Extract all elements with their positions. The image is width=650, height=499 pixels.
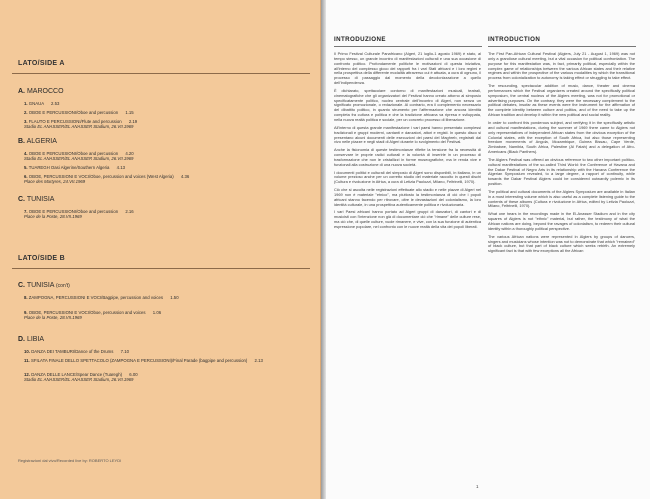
track-item: 10. DANZA DEI TAMBURI/Dance of the Drums 7.10 [24, 349, 129, 354]
recording-credit: Registrazioni dal vivo/Recorded live by: ROBERTO LEYDI [18, 458, 122, 463]
paragraph: È dichiarato, spettacolare contorno di manifestazioni musicali, teatrali, cinematografiche che gli organizzatori del Festival hanno creato attorno al simposio specificatamente politico, nucleo centrale dell'incontro di Algeri, non senza un significato promozionale, o redazionale. Al contrario, era il complemento necessario del dibattito politico, in quanto strumento per l'affermazione che ancora identità completa fra cultura e politica e che la tradizione africana va ripresa e sviluppata, nella nuova realtà politica e sociale, per un concreto processo di liberazione. [334, 87, 481, 122]
paragraph: All'interno di questa grande manifestazione i vari paesi hanno presentato complessi tradizionali e gruppi moderni, cantanti e danzatori, attori e registi. In questo disco si presentano alcuni documenti delle esecuzioni dei paesi del Maghreb, registrati dal vivo nelle piazze e negli stadi di Algeri durante lo svolgimento del Festival. [334, 124, 481, 145]
paragraph: The Algiers Festival was offered an obvious reference to two other important politico-cultural manifestations of the so-called Third World: the Conference of Havana and the Dakar Festival of Negro Arts in its relationship with the Havana Conference the Algerian Symposium revealed, to a large degree, a rapport of continuity, while towards the Dakar Festival Algiers could be considered outwardly polemic in its position. [488, 156, 635, 187]
divider [12, 73, 310, 74]
english-heading: INTRODUCTION [488, 36, 541, 43]
paragraph: Anche la fisionomia di queste testimonianze riflette la tensione fra la necessità di conservare le proprie radici culturali e la volontà di inserirle in un processo di trasformazione che non le cristallizzi in forme museografiche, ma le renda vive e funzionali alla costruzione di una nuova società. [334, 147, 481, 167]
group-heading: B. ALGERIA [18, 138, 57, 145]
italian-heading: INTRODUZIONE [334, 36, 386, 43]
divider [12, 268, 310, 269]
paragraph: Ciò che si ascolta nelle registrazioni effettuate allo stadio e nelle piazze di Algeri nel 1969 non è materiale "etnico", ma piuttosto la testimonianza di ciò che i popoli africani stanno facendo per ritrovare, oltre le devastazioni del colonialismo, la loro identità culturale, in una prospettiva autenticamente politica e rivoluzionaria. [334, 187, 481, 207]
track-item: 6. OBOE, PERCUSSIONI E VOCI/Oboe, percussion and voices (West Algeria) 4.36 Place des Martyres, 24.VII.1969 [24, 174, 190, 185]
track-item: 5. TUAREGH Oasi Algerine/Southern Algeria 4.13 [24, 165, 126, 170]
track-item: 11. SFILATA FINALE DELLO SPETTACOLO (ZAMPOGNA E PERCUSSIONI)/Final Parade (bagpipe and percussion) 2.13 [24, 358, 263, 363]
track-item: 12. DANZA DELLE LANCE/Spear Dance (Tuaregh) 6.00 Stadio EL ANASSER/EL ANASSER Stadium, 26.VII.1969 [24, 372, 138, 383]
track-item: 3. FLAUTO E PERCUSSIONI/Flute and percussion 2.19 Stadio EL ANASSER/EL ANASSER Stadium, 26.VII.1969 [24, 119, 138, 130]
italian-text-column [334, 52, 481, 233]
track-item: 7. OBOE E PERCUSSIONI/Oboe and percussion 2.16 Place de la Poste, 28.VII.1969 [24, 209, 134, 220]
track-item: 2. OBOE E PERCUSSIONI/Oboe and percussion 1.15 [24, 110, 134, 115]
group-heading: D. LIBIA [18, 336, 45, 343]
track-item: 8. ZAMPOGNA, PERCUSSIONI E VOCI/Bagpipe, percussion and voices 1.50 [24, 295, 179, 300]
side-b-title: LATO/SIDE B [18, 255, 65, 262]
paragraph: In order to confront this ponderous subject, and verifying it in the specifically artistic and cultural manifestations, during the summer of 1969 there came to Algiers not only representatives of independent African states from the obvious exception of the Colonial states, with the exception of South Africa, but also those representing freedom movements of Angola, Mozambique, Guinea Bissau, Cape Verde, Zimbabwe, Namibia, South Africa, Palestine (Al Fatah) and a delegation of Afro-Americans (Black Panthers). [488, 119, 635, 155]
paragraph: The political and cultural documents of the Algiers Symposium are available in Italian in a most interesting volume which is also useful as a complete listening guide to the contents of these albums (Cultura e rivoluzione in Africa, edited by Letizia Paolozzi, Milano, Feltrinelli, 1970). [488, 188, 635, 209]
heading-rule [488, 46, 636, 47]
track-item: 9. OBOE, PERCUSSIONI E VOCI/Oboe, percussion and voices 1.06 Place de la Poste, 28.VII.1969 [24, 310, 162, 321]
paragraph: The various African nations were represented in Algiers by groups of dancers, singers and musicians whose intention was not to demonstrate that which "remained" of black culture, but that part of black culture which seeks rebirth. An extremely significant fact is that with few exceptions all the African [488, 233, 635, 254]
left-page [0, 0, 321, 499]
track-item: 1. GNAUA 2.53 [24, 101, 60, 106]
paragraph: What one hears in the recordings made in the El-Anasser Stadium and in the city squares of Algiers is not "ethnic" material, but rather, the testimony of what the African nations are doing, beyond the ravages of colonialism, to redeem their cultural identity within a thoroughly political perspective. [488, 211, 635, 231]
heading-rule [334, 46, 482, 47]
paragraph: Il Primo Festival Culturale Panafricano (Algeri, 21 luglio-1 agosto 1969) è stato, al tempo stesso, un grande incontro di manifestazioni culturali e una sua occasione di confronto politico. Profondamente politiche le motivazioni di questa iniziativa, all'interno del complesso gioco dei rapporti fra i vari Stati africani e i loro regimi e nella prospettiva della differente modalità attraverso cui è attuata, a cura di ognuno, il processo di passaggio dal momento della decolonizzazione a quello dell'indipendenza. [334, 51, 481, 86]
page-number: 1 [476, 484, 479, 489]
paragraph: The First Pan-African Cultural Festival (Algiers, July 21 - August 1, 1969) was not only a grandiose cultural meeting, but a vital occasion for political confrontation. The purpose for this manifestation was, in fact, primarily political, especially within the complex game of relationships between the various African states and their relative regimes and within the prospective of the various modalities by which the transitional process from colonialization to autonomy is taking effect or struggling to take effect. [488, 51, 635, 81]
track-item: 4. OBOE E PERCUSSIONI/Oboe and percussion 4.20 Stadio EL ANASSER/EL ANASSER Stadium, 26.VII.1969 [24, 151, 134, 162]
paragraph: I documenti politici e culturali del simposio di Algeri sono disponibili, in italiano, in un volume prezioso anche per un corretto studio del materiale raccolto in questi dischi (Cultura e rivoluzione in Africa, a cura di Letizia Paolozzi, Milano, Feltrinelli, 1970). [334, 169, 481, 185]
english-text-column [488, 52, 635, 257]
paragraph: The resounding, spectacular addition of music, dance, theater and cinema performances which the Festival organizers created around the specifically political symposium, the central nucleus of the Algiers meeting, was not for promotional or advertising purposes. On the contrary, they were the necessary complement to the political debates, insofar as these events were the instrument for the affirmation of the complete identity between culture and politics, and of the need to take up the African tradition and develop it within the new political and social reality. [488, 83, 635, 118]
side-a-title: LATO/SIDE A [18, 60, 65, 67]
group-heading: A. MAROCCO [18, 88, 64, 95]
group-heading: C. TUNISIA (con't) [18, 282, 70, 289]
group-heading: C. TUNISIA [18, 196, 55, 203]
paragraph: I vari Paesi africani hanno portato ad Algeri gruppi di danzatori, di cantori e di musicisti con l'intenzione non già di documentare ciò che "rimane" delle culture rese, ma ciò che, di quelle culture, vuole rimanere, e vive, con la sua funzione di autentica espressione popolare, nel confronto con le nuove realtà della vita dei popoli liberati. [334, 209, 481, 229]
